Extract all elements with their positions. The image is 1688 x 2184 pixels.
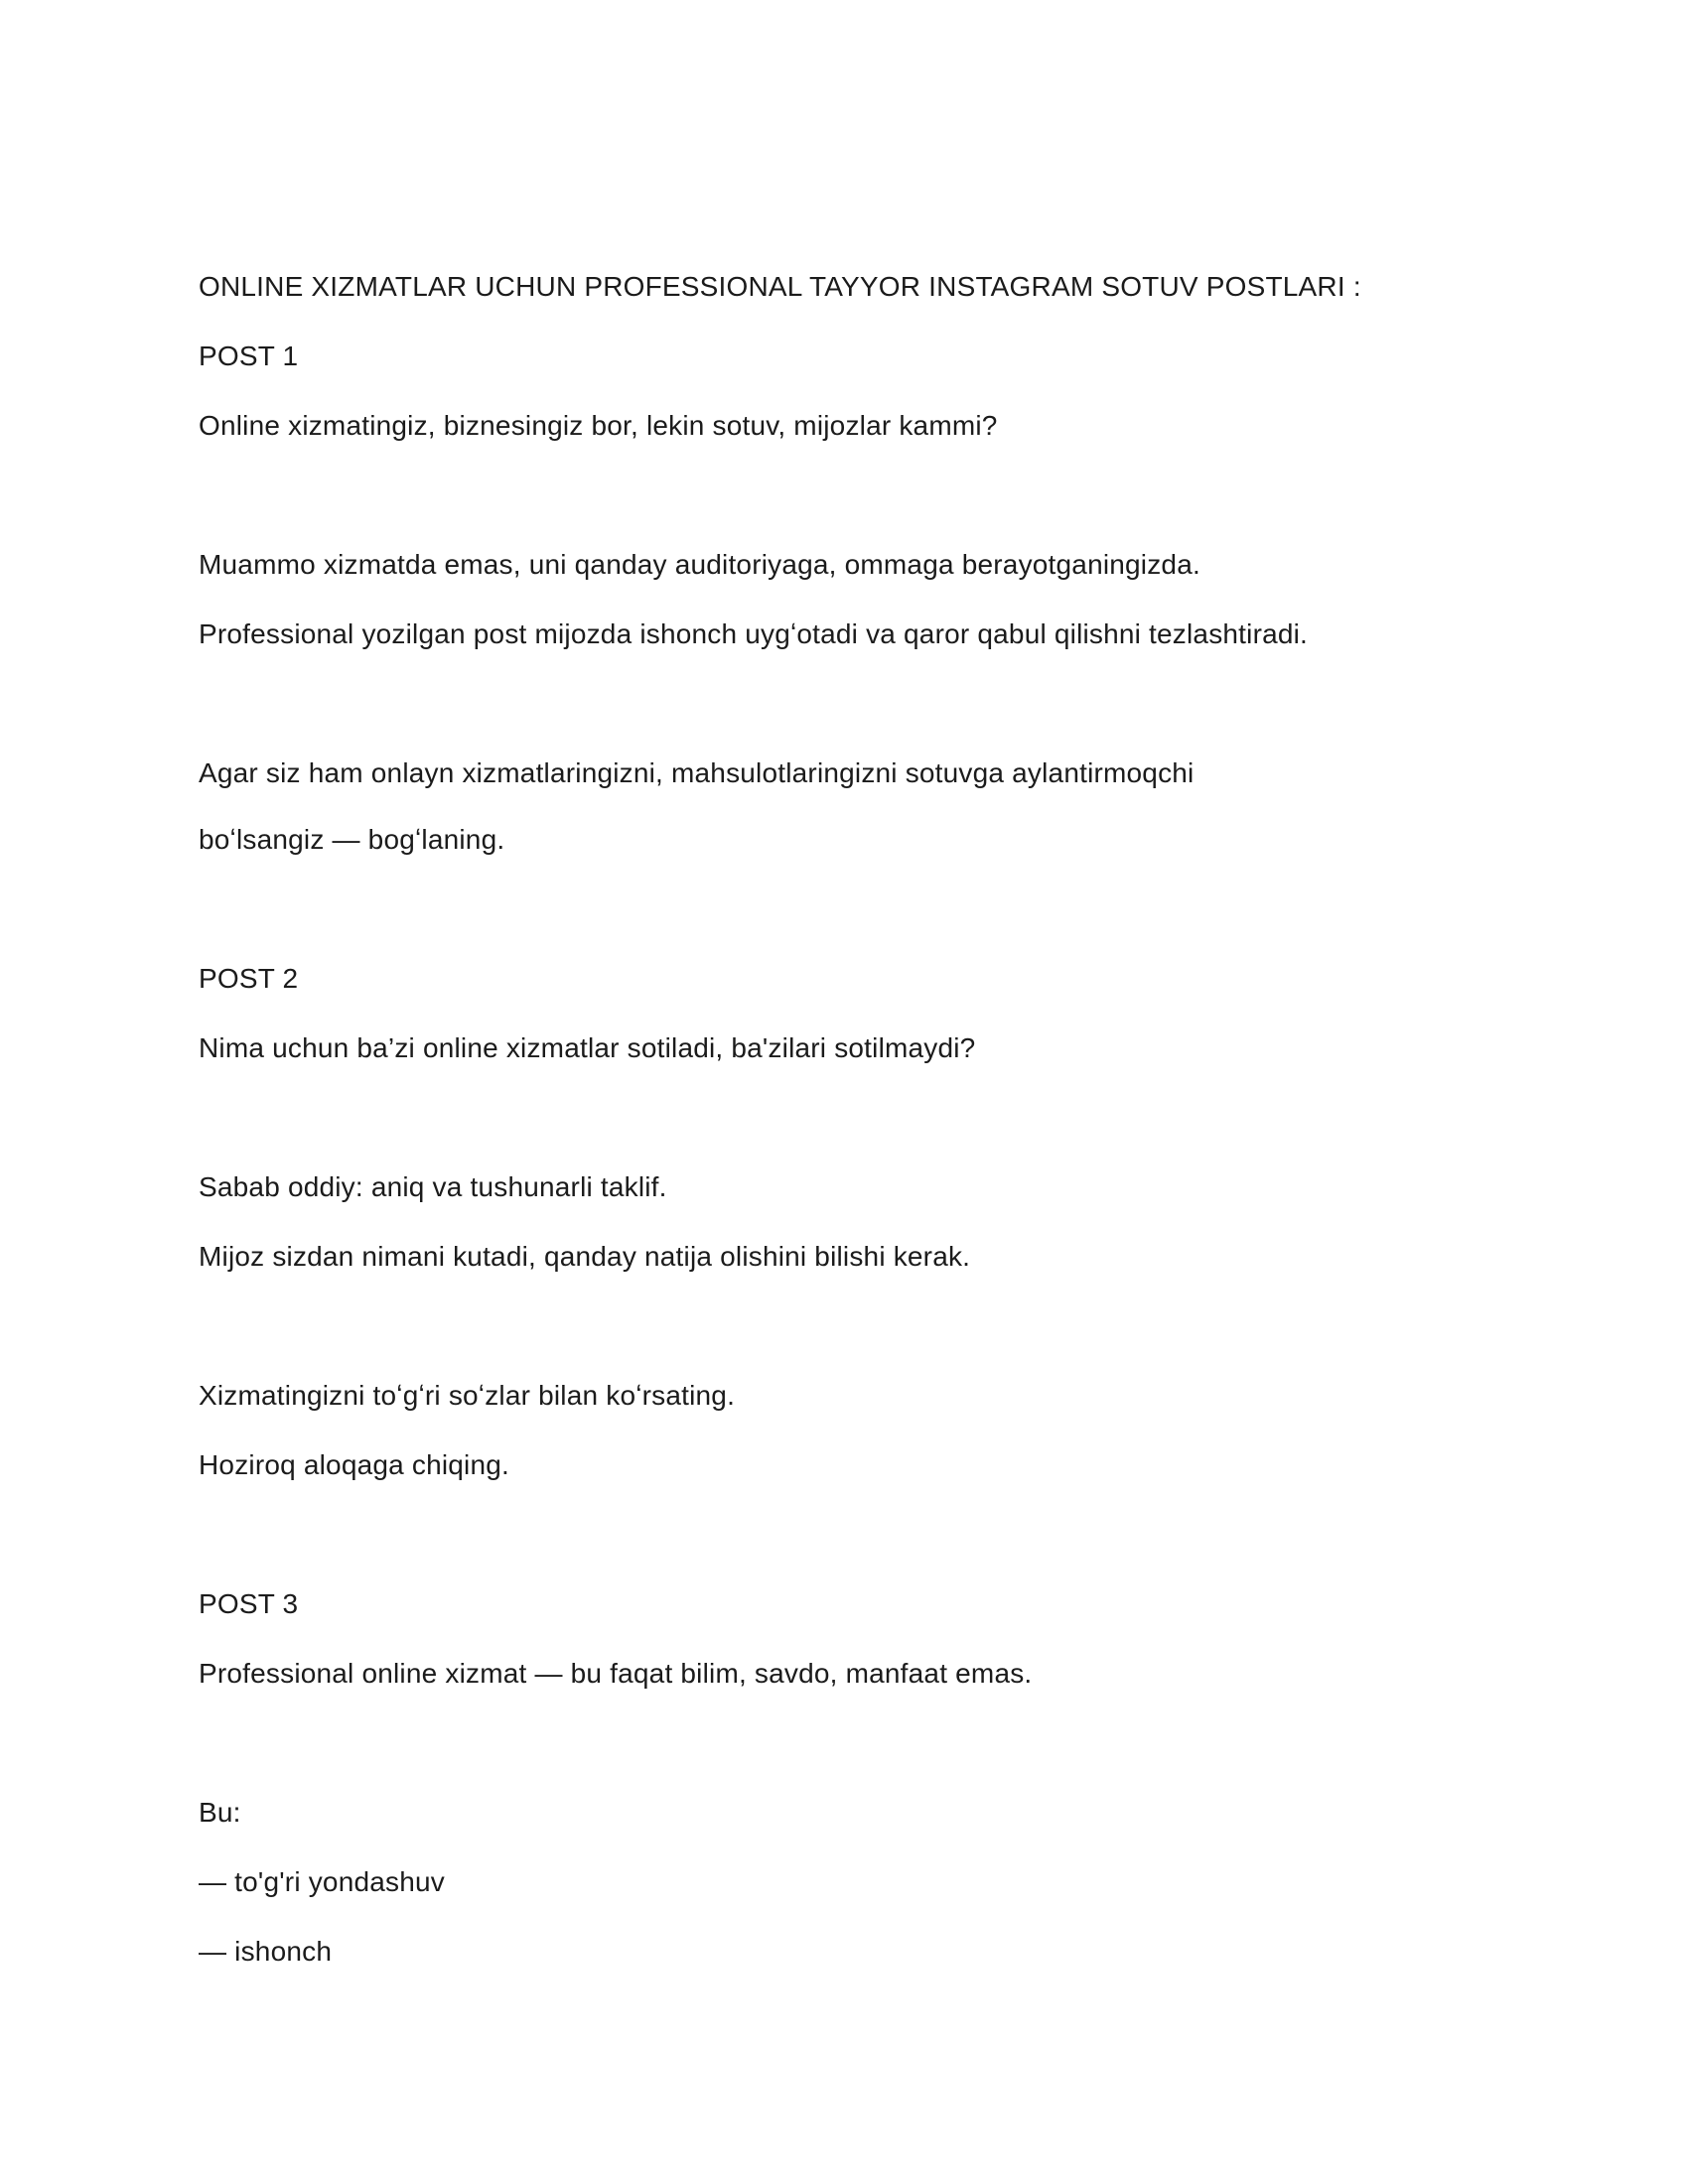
text-line: boʻlsangiz — bogʻlaning. xyxy=(199,824,505,855)
text-line: POST 3 xyxy=(199,1588,299,1619)
text-line: Hoziroq aloqaga chiqing. xyxy=(199,1449,510,1480)
text-line: Muammo xizmatda emas, uni qanday auditoriyaga, ommaga berayotganingizda. xyxy=(199,549,1200,580)
paragraph-body xyxy=(199,601,1628,667)
text-line: POST 1 xyxy=(199,341,299,371)
blank-line xyxy=(199,1709,1628,1776)
paragraph-title xyxy=(199,253,1628,320)
text-line: — to'g'ri yondashuv xyxy=(199,1866,445,1897)
blank-line xyxy=(199,1293,1628,1359)
blank-line xyxy=(199,1084,1628,1151)
paragraph-body xyxy=(199,1640,1628,1706)
text-line: POST 2 xyxy=(199,963,299,994)
text-line: Professional yozilgan post mijozda ishonch uygʻotadi va qaror qabul qilishni tezlashtiradi. xyxy=(199,618,1309,649)
blank-line xyxy=(199,1501,1628,1568)
text-line: Professional online xizmat — bu faqat bilim, savdo, manfaat emas. xyxy=(199,1658,1033,1689)
paragraph-body xyxy=(199,1432,1628,1498)
paragraph-body xyxy=(199,392,1628,459)
paragraph-body xyxy=(199,740,1628,873)
paragraph-body xyxy=(199,1154,1628,1220)
blank-line xyxy=(199,876,1628,942)
text-line: Mijoz sizdan nimani kutadi, qanday natija olishini bilishi kerak. xyxy=(199,1241,971,1272)
document-body xyxy=(199,253,1628,1984)
text-line: Agar siz ham onlayn xizmatlaringizni, mahsulotlaringizni sotuvga aylantirmoqchi xyxy=(199,757,1195,788)
paragraph-post-heading xyxy=(199,1570,1628,1637)
paragraph-body xyxy=(199,1223,1628,1290)
paragraph-body xyxy=(199,1015,1628,1081)
text-line: Xizmatingizni toʻgʻri soʻzlar bilan koʻrsating. xyxy=(199,1380,736,1411)
text-line: Online xizmatingiz, biznesingiz bor, lekin sotuv, mijozlar kammi? xyxy=(199,410,998,441)
blank-line xyxy=(199,462,1628,528)
paragraph-list-item xyxy=(199,1848,1628,1915)
paragraph-post-heading xyxy=(199,323,1628,389)
document-title-line: ONLINE XIZMATLAR UCHUN PROFESSIONAL TAYYOR INSTAGRAM SOTUV POSTLARI : xyxy=(199,271,1361,302)
paragraph-post-heading xyxy=(199,945,1628,1012)
text-line: Nima uchun ba’zi online xizmatlar sotiladi, ba'zilari sotilmaydi? xyxy=(199,1032,976,1063)
paragraph-body xyxy=(199,1779,1628,1845)
text-line: Bu: xyxy=(199,1797,241,1828)
text-line: — ishonch xyxy=(199,1936,333,1967)
paragraph-body xyxy=(199,531,1628,598)
paragraph-list-item xyxy=(199,1918,1628,1984)
blank-line xyxy=(199,670,1628,737)
paragraph-body xyxy=(199,1362,1628,1429)
text-line: Sabab oddiy: aniq va tushunarli taklif. xyxy=(199,1171,667,1202)
